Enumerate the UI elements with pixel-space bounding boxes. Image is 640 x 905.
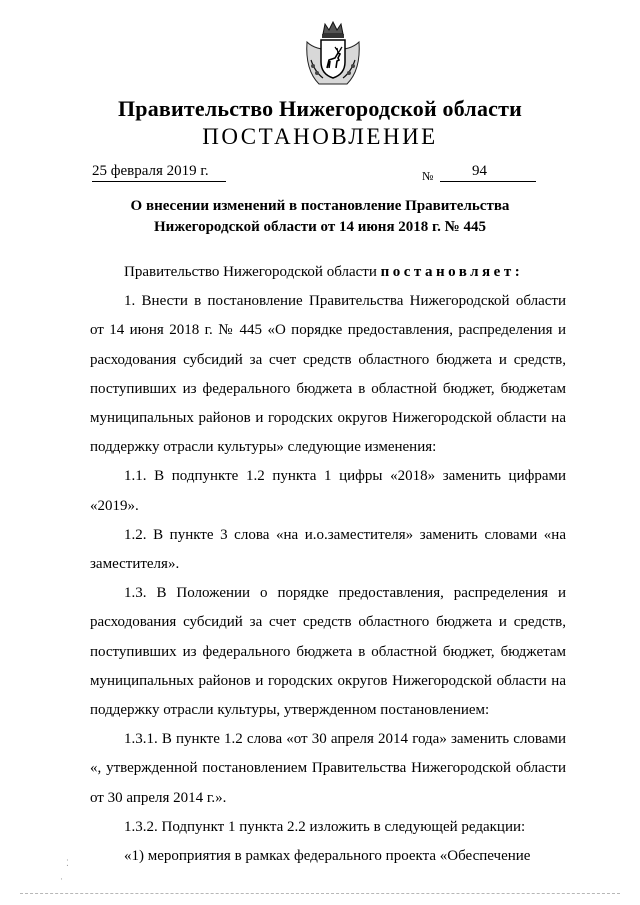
document-date: 25 февраля 2019 г.: [92, 163, 226, 182]
paragraph-1-3-2: 1.3.2. Подпункт 1 пункта 2.2 изложить в следующей редакции:: [124, 818, 526, 835]
paragraph-continued: «1) мероприятия в рамках федерального проекта «Обеспечение: [124, 848, 531, 865]
scan-speck: ·: [60, 874, 63, 884]
paragraph-1-3-1: 1.3.1. В пункте 1.2 слова «от 30 апреля 2014 года» заменить словами «, утвержденной постановлением Правительства Нижегородской области от 30 апреля 2014 г.».: [90, 731, 566, 806]
document-body: [90, 258, 566, 871]
paragraph-1-1: 1.1. В подпункте 1.2 пункта 1 цифры «2018» заменить цифрами «2019».: [90, 468, 566, 514]
organization-name: Правительство Нижегородской области: [117, 96, 522, 121]
paragraph-1-3: 1.3. В Положении о порядке предоставления, распределения и расходования субсидий за счет средств областного бюджета и средств, поступивших из федерального бюджета в областной бюджет, бюджетам муниципальных районов и городских округов Нижегородской области на поддержку отрасли культуры, утвержденном постановлением:: [90, 585, 566, 719]
number-label: №: [422, 169, 434, 183]
subject-line: О внесении изменений в постановление Правительства: [130, 198, 510, 214]
scan-speck: ⁚: [66, 858, 69, 868]
document-subject: [60, 196, 580, 238]
paragraph-1: 1. Внести в постановление Правительства Нижегородской области от 14 июня 2018 г. № 445 «О порядке предоставления, распределения и расходования субсидий за счет средств областного бюджета и средств, поступивших из федерального бюджета в областной бюджет, бюджетам муниципальных районов и городских округов Нижегородской области на поддержку отрасли культуры» следующие изменения:: [90, 293, 566, 456]
document-type: ПОСТАНОВЛЕНИЕ: [202, 124, 438, 149]
intro-keyword: постановляет:: [380, 264, 524, 280]
coat-of-arms-icon: [303, 20, 363, 88]
subject-line: Нижегородской области от 14 июня 2018 г. № 445: [153, 219, 486, 235]
scan-edge: [20, 893, 620, 896]
intro-text: Правительство Нижегородской области: [124, 264, 381, 280]
document-number: 94: [472, 163, 487, 179]
intro-paragraph: [90, 258, 566, 287]
paragraph-1-2: 1.2. В пункте 3 слова «на и.о.заместителя» заменить словами «на заместителя».: [90, 526, 566, 573]
document-number-field: [440, 163, 536, 182]
